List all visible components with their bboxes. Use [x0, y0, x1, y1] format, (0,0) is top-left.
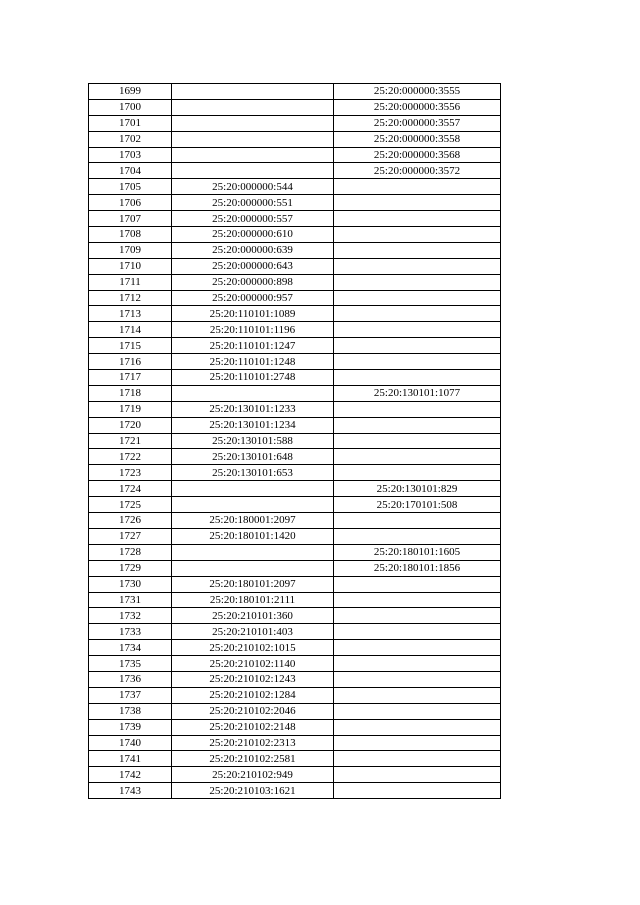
row-number-cell: 1705: [89, 179, 172, 195]
cadastral-number-cell: 25:20:210102:1140: [172, 656, 334, 672]
table-row: [89, 306, 501, 322]
cadastral-number-cell: 25:20:110101:1196: [172, 322, 334, 338]
row-number-cell: 1710: [89, 258, 172, 274]
table-row: [89, 703, 501, 719]
table-row: [89, 211, 501, 227]
cadastral-number-cell: 25:20:130101:588: [172, 433, 334, 449]
cadastral-number-cell: 25:20:210101:360: [172, 608, 334, 624]
cadastral-number-alt-cell: [334, 751, 501, 767]
row-number-cell: 1712: [89, 290, 172, 306]
cadastral-number-cell: [172, 560, 334, 576]
cadastral-number-cell: [172, 147, 334, 163]
table-row: [89, 497, 501, 513]
table-row: [89, 195, 501, 211]
cadastral-number-alt-cell: [334, 354, 501, 370]
cadastral-number-cell: [172, 99, 334, 115]
table-row: [89, 115, 501, 131]
table-row: [89, 544, 501, 560]
row-number-cell: 1703: [89, 147, 172, 163]
cadastral-number-cell: 25:20:210101:403: [172, 624, 334, 640]
cadastral-number-cell: [172, 385, 334, 401]
cadastral-number-alt-cell: [334, 227, 501, 243]
cadastral-number-cell: [172, 163, 334, 179]
row-number-cell: 1740: [89, 735, 172, 751]
cadastral-number-cell: 25:20:210102:2581: [172, 751, 334, 767]
table-row: [89, 719, 501, 735]
cadastral-number-alt-cell: [334, 719, 501, 735]
cadastral-number-cell: 25:20:210102:949: [172, 767, 334, 783]
row-number-cell: 1702: [89, 131, 172, 147]
row-number-cell: 1735: [89, 656, 172, 672]
row-number-cell: 1726: [89, 513, 172, 529]
row-number-cell: 1700: [89, 99, 172, 115]
row-number-cell: 1706: [89, 195, 172, 211]
cadastral-number-cell: 25:20:000000:557: [172, 211, 334, 227]
cadastral-number-cell: 25:20:000000:643: [172, 258, 334, 274]
cadastral-number-table: [88, 83, 501, 799]
row-number-cell: 1699: [89, 84, 172, 100]
cadastral-number-cell: 25:20:000000:551: [172, 195, 334, 211]
table-row: [89, 338, 501, 354]
row-number-cell: 1728: [89, 544, 172, 560]
cadastral-number-cell: 25:20:210102:1284: [172, 687, 334, 703]
row-number-cell: 1731: [89, 592, 172, 608]
row-number-cell: 1739: [89, 719, 172, 735]
table-row: [89, 84, 501, 100]
cadastral-number-cell: 25:20:210102:2313: [172, 735, 334, 751]
cadastral-number-cell: 25:20:000000:639: [172, 242, 334, 258]
row-number-cell: 1719: [89, 401, 172, 417]
row-number-cell: 1714: [89, 322, 172, 338]
cadastral-number-alt-cell: [334, 783, 501, 799]
cadastral-number-alt-cell: 25:20:130101:1077: [334, 385, 501, 401]
table-row: [89, 99, 501, 115]
cadastral-number-alt-cell: 25:20:000000:3555: [334, 84, 501, 100]
cadastral-number-alt-cell: [334, 433, 501, 449]
row-number-cell: 1742: [89, 767, 172, 783]
cadastral-number-cell: 25:20:000000:544: [172, 179, 334, 195]
cadastral-number-alt-cell: [334, 306, 501, 322]
row-number-cell: 1720: [89, 417, 172, 433]
row-number-cell: 1732: [89, 608, 172, 624]
cadastral-number-alt-cell: [334, 703, 501, 719]
cadastral-number-cell: [172, 115, 334, 131]
cadastral-number-cell: [172, 544, 334, 560]
cadastral-number-cell: 25:20:210102:2046: [172, 703, 334, 719]
table-row: [89, 592, 501, 608]
row-number-cell: 1723: [89, 465, 172, 481]
cadastral-number-alt-cell: [334, 195, 501, 211]
row-number-cell: 1736: [89, 671, 172, 687]
cadastral-number-alt-cell: [334, 242, 501, 258]
cadastral-number-alt-cell: [334, 211, 501, 227]
table-row: [89, 385, 501, 401]
cadastral-number-alt-cell: [334, 290, 501, 306]
cadastral-number-alt-cell: [334, 608, 501, 624]
table-row: [89, 624, 501, 640]
cadastral-number-alt-cell: 25:20:180101:1856: [334, 560, 501, 576]
table-row: [89, 131, 501, 147]
table-row: [89, 751, 501, 767]
cadastral-number-cell: 25:20:110101:1089: [172, 306, 334, 322]
row-number-cell: 1727: [89, 528, 172, 544]
row-number-cell: 1717: [89, 370, 172, 386]
table-row: [89, 560, 501, 576]
cadastral-number-alt-cell: [334, 465, 501, 481]
table-row: [89, 513, 501, 529]
row-number-cell: 1715: [89, 338, 172, 354]
table-row: [89, 163, 501, 179]
table-row: [89, 274, 501, 290]
row-number-cell: 1708: [89, 227, 172, 243]
row-number-cell: 1743: [89, 783, 172, 799]
cadastral-number-cell: 25:20:180101:2111: [172, 592, 334, 608]
cadastral-number-cell: 25:20:210102:2148: [172, 719, 334, 735]
table-row: [89, 258, 501, 274]
row-number-cell: 1709: [89, 242, 172, 258]
cadastral-number-cell: 25:20:000000:610: [172, 227, 334, 243]
cadastral-number-alt-cell: [334, 735, 501, 751]
cadastral-number-cell: 25:20:180101:1420: [172, 528, 334, 544]
cadastral-number-cell: 25:20:110101:2748: [172, 370, 334, 386]
cadastral-number-alt-cell: [334, 401, 501, 417]
cadastral-number-cell: 25:20:130101:653: [172, 465, 334, 481]
table-row: [89, 528, 501, 544]
table-row: [89, 242, 501, 258]
row-number-cell: 1738: [89, 703, 172, 719]
table-row: [89, 354, 501, 370]
row-number-cell: 1704: [89, 163, 172, 179]
table-row: [89, 449, 501, 465]
cadastral-number-alt-cell: 25:20:000000:3568: [334, 147, 501, 163]
cadastral-number-alt-cell: 25:20:000000:3556: [334, 99, 501, 115]
cadastral-number-alt-cell: [334, 687, 501, 703]
cadastral-number-alt-cell: [334, 370, 501, 386]
cadastral-number-alt-cell: [334, 624, 501, 640]
cadastral-number-cell: [172, 131, 334, 147]
table-row: [89, 465, 501, 481]
cadastral-number-alt-cell: [334, 449, 501, 465]
cadastral-number-cell: 25:20:110101:1248: [172, 354, 334, 370]
table-row: [89, 322, 501, 338]
cadastral-number-alt-cell: [334, 656, 501, 672]
cadastral-number-alt-cell: [334, 528, 501, 544]
row-number-cell: 1724: [89, 481, 172, 497]
cadastral-number-alt-cell: [334, 767, 501, 783]
cadastral-number-alt-cell: [334, 640, 501, 656]
cadastral-number-alt-cell: [334, 513, 501, 529]
cadastral-number-cell: 25:20:000000:898: [172, 274, 334, 290]
row-number-cell: 1707: [89, 211, 172, 227]
cadastral-number-cell: 25:20:110101:1247: [172, 338, 334, 354]
row-number-cell: 1730: [89, 576, 172, 592]
cadastral-number-alt-cell: 25:20:000000:3558: [334, 131, 501, 147]
cadastral-number-alt-cell: [334, 671, 501, 687]
cadastral-number-alt-cell: [334, 417, 501, 433]
row-number-cell: 1737: [89, 687, 172, 703]
cadastral-number-alt-cell: 25:20:130101:829: [334, 481, 501, 497]
row-number-cell: 1711: [89, 274, 172, 290]
table-row: [89, 401, 501, 417]
cadastral-number-cell: 25:20:210102:1015: [172, 640, 334, 656]
cadastral-number-cell: [172, 84, 334, 100]
row-number-cell: 1713: [89, 306, 172, 322]
cadastral-number-alt-cell: 25:20:170101:508: [334, 497, 501, 513]
cadastral-number-alt-cell: 25:20:000000:3557: [334, 115, 501, 131]
table-body: [89, 84, 501, 799]
row-number-cell: 1701: [89, 115, 172, 131]
table-row: [89, 576, 501, 592]
table-row: [89, 640, 501, 656]
cadastral-number-cell: 25:20:210103:1621: [172, 783, 334, 799]
row-number-cell: 1733: [89, 624, 172, 640]
cadastral-number-cell: 25:20:210102:1243: [172, 671, 334, 687]
cadastral-number-alt-cell: 25:20:000000:3572: [334, 163, 501, 179]
table-row: [89, 656, 501, 672]
cadastral-number-alt-cell: 25:20:180101:1605: [334, 544, 501, 560]
cadastral-number-alt-cell: [334, 179, 501, 195]
table-row: [89, 370, 501, 386]
row-number-cell: 1716: [89, 354, 172, 370]
table-row: [89, 227, 501, 243]
table-row: [89, 767, 501, 783]
table-row: [89, 179, 501, 195]
row-number-cell: 1734: [89, 640, 172, 656]
cadastral-number-cell: 25:20:130101:1234: [172, 417, 334, 433]
cadastral-number-alt-cell: [334, 576, 501, 592]
row-number-cell: 1729: [89, 560, 172, 576]
table-row: [89, 433, 501, 449]
cadastral-number-alt-cell: [334, 274, 501, 290]
table-row: [89, 290, 501, 306]
cadastral-number-alt-cell: [334, 592, 501, 608]
table-row: [89, 147, 501, 163]
table-row: [89, 735, 501, 751]
row-number-cell: 1722: [89, 449, 172, 465]
cadastral-number-cell: 25:20:130101:1233: [172, 401, 334, 417]
cadastral-number-cell: 25:20:130101:648: [172, 449, 334, 465]
row-number-cell: 1718: [89, 385, 172, 401]
cadastral-number-cell: [172, 481, 334, 497]
table-row: [89, 417, 501, 433]
row-number-cell: 1721: [89, 433, 172, 449]
cadastral-number-alt-cell: [334, 338, 501, 354]
table-row: [89, 783, 501, 799]
table-row: [89, 687, 501, 703]
table-row: [89, 481, 501, 497]
row-number-cell: 1741: [89, 751, 172, 767]
cadastral-number-alt-cell: [334, 322, 501, 338]
cadastral-number-cell: 25:20:180101:2097: [172, 576, 334, 592]
cadastral-number-cell: 25:20:000000:957: [172, 290, 334, 306]
row-number-cell: 1725: [89, 497, 172, 513]
cadastral-number-alt-cell: [334, 258, 501, 274]
table-row: [89, 608, 501, 624]
table-row: [89, 671, 501, 687]
cadastral-number-cell: [172, 497, 334, 513]
cadastral-number-cell: 25:20:180001:2097: [172, 513, 334, 529]
